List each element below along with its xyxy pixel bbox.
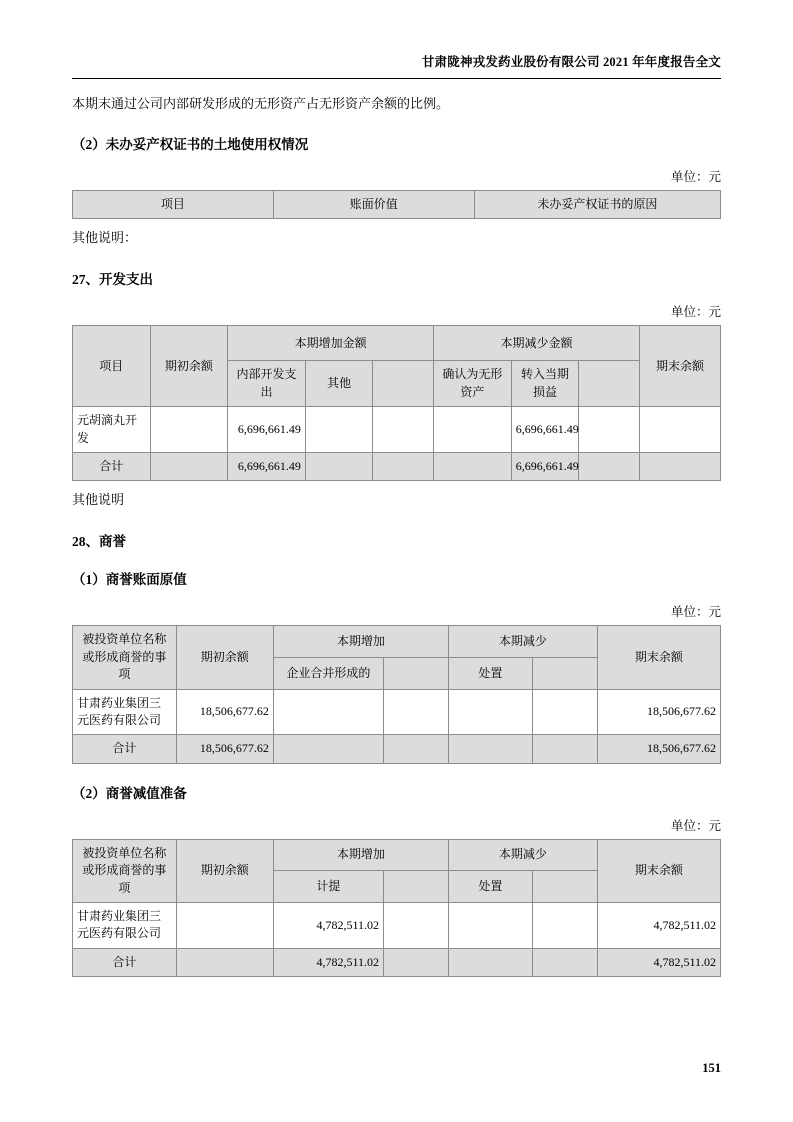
cell-increase-merger: [273, 689, 383, 735]
cell-increase-provision: 4,782,511.02: [273, 902, 383, 948]
col-end-balance: 期末余额: [639, 326, 720, 407]
section-goodwill-title: 28、商誉: [72, 534, 126, 550]
cell-total-increase-blank: [373, 453, 434, 481]
col-increase-group: 本期增加: [273, 839, 448, 871]
col-decrease-group: 本期减少金额: [434, 326, 640, 361]
col-increase-merger: 企业合并形成的: [273, 658, 383, 690]
table-row: [73, 689, 721, 735]
cell-total-decrease-disposal: [448, 735, 532, 763]
cell-total-begin: 18,506,677.62: [176, 735, 273, 763]
col-investee: 被投资单位名称或形成商誉的事项: [73, 626, 177, 689]
cell-increase-other: [305, 407, 373, 453]
cell-increase-internal: 6,696,661.49: [228, 407, 306, 453]
cell-decrease-blank: [533, 902, 598, 948]
cell-decrease-profit: 6,696,661.49: [511, 407, 579, 453]
col-decrease-blank: [579, 361, 640, 407]
table-total-row: [73, 735, 721, 763]
col-reason: 未办妥产权证书的原因: [474, 191, 720, 219]
col-increase-provision: 计提: [273, 871, 383, 903]
cell-investee: 甘肃药业集团三元医药有限公司: [73, 902, 177, 948]
cell-total-increase-other: [305, 453, 373, 481]
cell-end: 18,506,677.62: [597, 689, 720, 735]
col-decrease-group: 本期减少: [448, 626, 597, 658]
intro-paragraph: 本期末通过公司内部研发形成的无形资产占无形资产余额的比例。: [72, 96, 450, 111]
col-end-balance: 期末余额: [597, 626, 720, 689]
land-other-note: 其他说明：: [72, 230, 138, 246]
col-increase-other: 其他: [305, 361, 373, 407]
table-header-row-1: [73, 626, 721, 658]
cell-total-end: 4,782,511.02: [597, 948, 720, 976]
cell-end: [639, 407, 720, 453]
cell-total-increase-merger: [273, 735, 383, 763]
cell-total-increase-provision: 4,782,511.02: [273, 948, 383, 976]
cell-total-begin: [150, 453, 228, 481]
cell-total-increase-blank: [384, 948, 449, 976]
cell-total-increase-blank: [384, 735, 449, 763]
col-increase-group: 本期增加: [273, 626, 448, 658]
cell-begin: [176, 902, 273, 948]
unit-label-dev: 单位：元: [670, 305, 721, 320]
goodwill-cost-table: [72, 625, 721, 763]
cell-begin: [150, 407, 228, 453]
table-row: [73, 902, 721, 948]
cell-total-decrease-blank: [533, 948, 598, 976]
cell-total-label: 合计: [73, 948, 177, 976]
section-dev-title: 27、开发支出: [72, 272, 153, 288]
table-row: [73, 407, 721, 453]
land-use-right-table: [72, 190, 721, 219]
cell-decrease-intangible: [434, 407, 512, 453]
col-decrease-profit: 转入当期损益: [511, 361, 579, 407]
unit-label-land: 单位：元: [670, 170, 721, 185]
cell-total-label: 合计: [73, 735, 177, 763]
cell-investee: 甘肃药业集团三元医药有限公司: [73, 689, 177, 735]
col-decrease-blank: [533, 658, 598, 690]
cell-total-decrease-intangible: [434, 453, 512, 481]
unit-label-goodwill-cost: 单位：元: [670, 605, 721, 620]
cell-total-end: 18,506,677.62: [597, 735, 720, 763]
col-decrease-disposal: 处置: [448, 871, 532, 903]
col-begin-balance: 期初余额: [176, 626, 273, 689]
cell-begin: 18,506,677.62: [176, 689, 273, 735]
cell-end: 4,782,511.02: [597, 902, 720, 948]
section-land-title: （2）未办妥产权证书的土地使用权情况: [72, 137, 309, 153]
col-decrease-blank: [533, 871, 598, 903]
dev-other-note: 其他说明: [72, 492, 125, 508]
cell-decrease-disposal: [448, 689, 532, 735]
col-begin-balance: 期初余额: [150, 326, 228, 407]
col-begin-balance: 期初余额: [176, 839, 273, 902]
cell-total-decrease-profit: 6,696,661.49: [511, 453, 579, 481]
page-number: 151: [702, 1061, 721, 1075]
table-total-row: [73, 453, 721, 481]
cell-total-label: 合计: [73, 453, 151, 481]
cell-total-decrease-blank: [533, 735, 598, 763]
col-decrease-disposal: 处置: [448, 658, 532, 690]
goodwill-impairment-table: [72, 839, 721, 977]
cell-total-decrease-blank: [579, 453, 640, 481]
cell-decrease-disposal: [448, 902, 532, 948]
col-investee: 被投资单位名称或形成商誉的事项: [73, 839, 177, 902]
cell-total-begin: [176, 948, 273, 976]
cell-total-end: [639, 453, 720, 481]
cell-increase-blank: [384, 689, 449, 735]
col-increase-group: 本期增加金额: [228, 326, 434, 361]
col-increase-blank: [384, 658, 449, 690]
cell-increase-blank: [373, 407, 434, 453]
table-total-row: [73, 948, 721, 976]
table-header-row: [73, 191, 721, 219]
cell-decrease-blank: [579, 407, 640, 453]
table-header-row-1: [73, 326, 721, 361]
section-goodwill-cost-title: （1）商誉账面原值: [72, 572, 187, 588]
col-decrease-intangible: 确认为无形资产: [434, 361, 512, 407]
col-increase-internal: 内部开发支出: [228, 361, 306, 407]
col-item: 项目: [73, 191, 274, 219]
cell-total-decrease-disposal: [448, 948, 532, 976]
col-decrease-group: 本期减少: [448, 839, 597, 871]
section-goodwill-impairment-title: （2）商誉减值准备: [72, 785, 187, 801]
cell-increase-blank: [384, 902, 449, 948]
col-increase-blank: [384, 871, 449, 903]
development-expenditure-table: [72, 325, 721, 481]
table-header-row-1: [73, 839, 721, 871]
unit-label-goodwill-impairment: 单位：元: [670, 818, 721, 833]
col-item: 项目: [73, 326, 151, 407]
col-book-value: 账面价值: [273, 191, 474, 219]
page-header: 甘肃陇神戎发药业股份有限公司 2021 年年度报告全文: [72, 52, 721, 79]
cell-decrease-blank: [533, 689, 598, 735]
cell-total-increase-internal: 6,696,661.49: [228, 453, 306, 481]
cell-item: 元胡滴丸开发: [73, 407, 151, 453]
col-end-balance: 期末余额: [597, 839, 720, 902]
col-increase-blank: [373, 361, 434, 407]
